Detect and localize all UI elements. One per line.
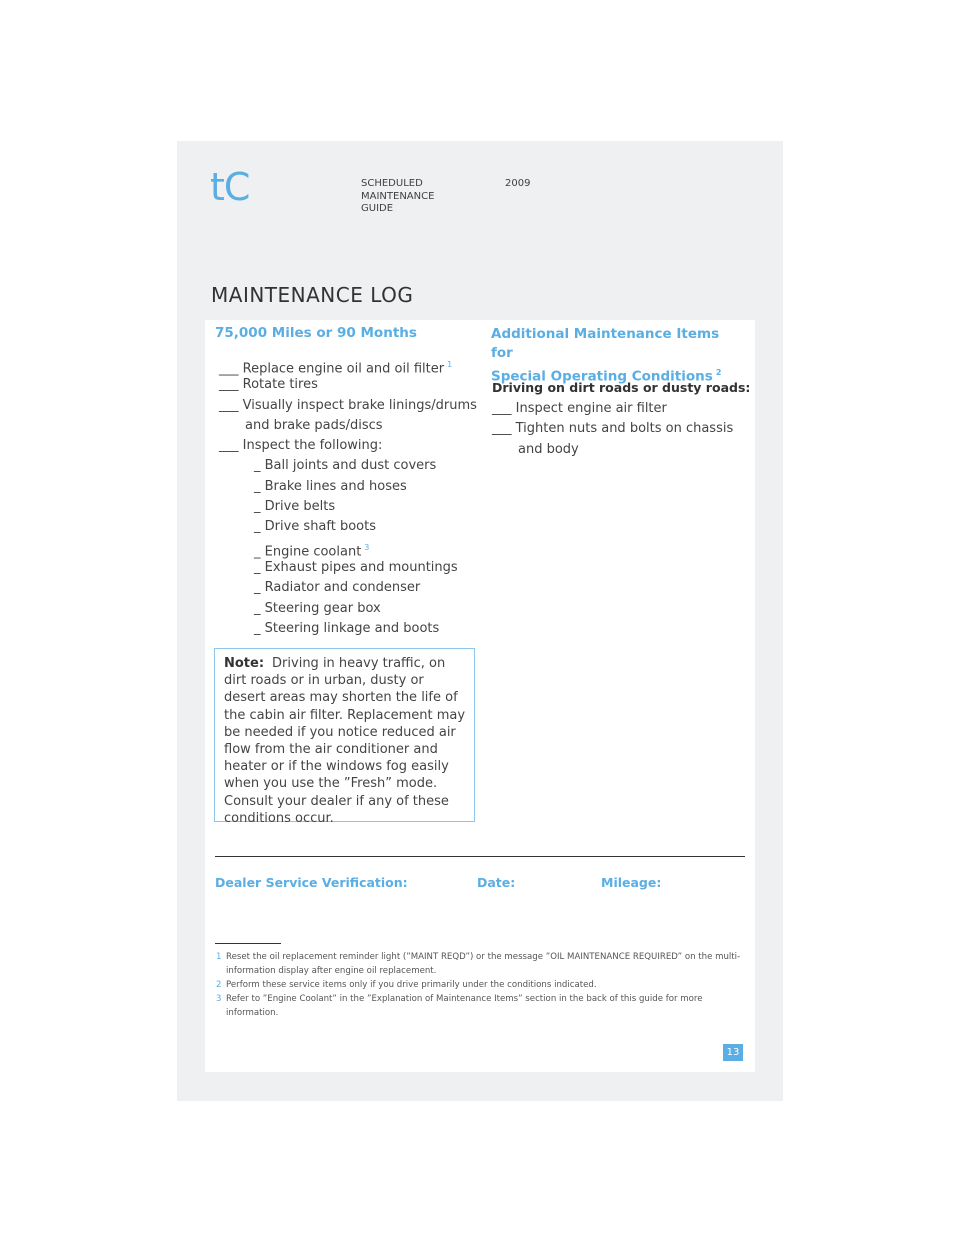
special-conditions-heading [491,325,741,387]
item-text: ___ Replace engine oil and oil filter [219,361,445,377]
date-label: Date: [477,875,516,890]
mileage-interval-heading: 75,000 Miles or 90 Months [215,325,417,341]
list-item: ___ Tighten nuts and bolts on chassis [492,421,734,437]
heading-line: Additional Maintenance Items for [491,326,720,361]
service-checklist [219,355,479,639]
sub-item: _ Ball joints and dust covers [254,458,437,474]
footnote-number: 1 [216,952,222,962]
guide-label [361,178,461,216]
note-text: Driving in heavy traffic, on dirt roads or in urban, dusty or desert areas may shorten the life of the cabin air filter. Replacement may be needed if you notice reduced air flow from the air conditioner and heater or if the windows fog easily when you use the ”Fresh” mode. Consult your dealer if any of these conditions occur. [224,656,466,826]
sub-item [219,538,479,558]
footnote [216,992,746,1020]
note-box [214,648,475,826]
footnotes [216,950,746,1020]
model-year: 2009 [505,178,531,189]
guide-line: MAINTENANCE [361,190,435,202]
footnote-ref: 1 [447,360,453,369]
sub-item: _ Steering linkage and boots [254,620,440,636]
dusty-roads-heading: Driving on dirt roads or dusty roads: [492,380,751,395]
list-item-continued: and body [518,441,579,457]
heading-text: Special Operating Conditions [491,368,713,385]
note-label: Note: [224,656,265,671]
sub-item: _ Exhaust pipes and mountings [254,559,458,575]
footnote-ref: 3 [364,542,370,552]
item-text: _ Engine coolant [254,544,362,559]
divider [215,856,745,857]
guide-line: GUIDE [361,203,394,214]
footnote-text: Reset the oil replacement reminder light (”MAINT REQD”) or the message ”OIL MAINTENANCE REQUIRED” on the multi-information display after engine oil replacement. [226,952,741,976]
list-item: ___ Inspect the following: [219,438,383,454]
page-title: MAINTENANCE LOG [211,283,414,307]
list-item: ___ Visually inspect brake linings/drums [219,397,477,413]
sub-item: _ Drive belts [254,499,336,515]
footnote-divider [215,943,281,944]
footnote-text: Refer to ”Engine Coolant” in the ”Explanation of Maintenance Items” section in the back of this guide for more information. [226,994,703,1018]
footnote-number: 2 [216,980,222,990]
list-item: ___ Inspect engine air filter [492,401,667,416]
guide-line: SCHEDULED [361,178,423,189]
list-item [219,355,479,375]
sub-item: _ Brake lines and hoses [254,478,407,494]
footnote-ref: 2 [715,368,722,377]
tc-logo: tC [210,165,250,209]
list-item-continued: and brake pads/discs [245,417,383,433]
special-checklist [492,399,742,460]
list-item: ___ Rotate tires [219,377,318,393]
sub-item: _ Steering gear box [254,600,381,616]
sub-item: _ Radiator and condenser [254,580,421,596]
page-number: 13 [723,1044,743,1061]
dealer-verification-label: Dealer Service Verification: [215,875,408,890]
footnote-text: Perform these service items only if you drive primarily under the conditions indicated. [226,980,597,990]
mileage-label: Mileage: [601,875,662,890]
sub-item: _ Drive shaft boots [254,519,377,535]
footnote [216,950,746,978]
footnote-number: 3 [216,994,222,1004]
footnote [216,978,746,992]
